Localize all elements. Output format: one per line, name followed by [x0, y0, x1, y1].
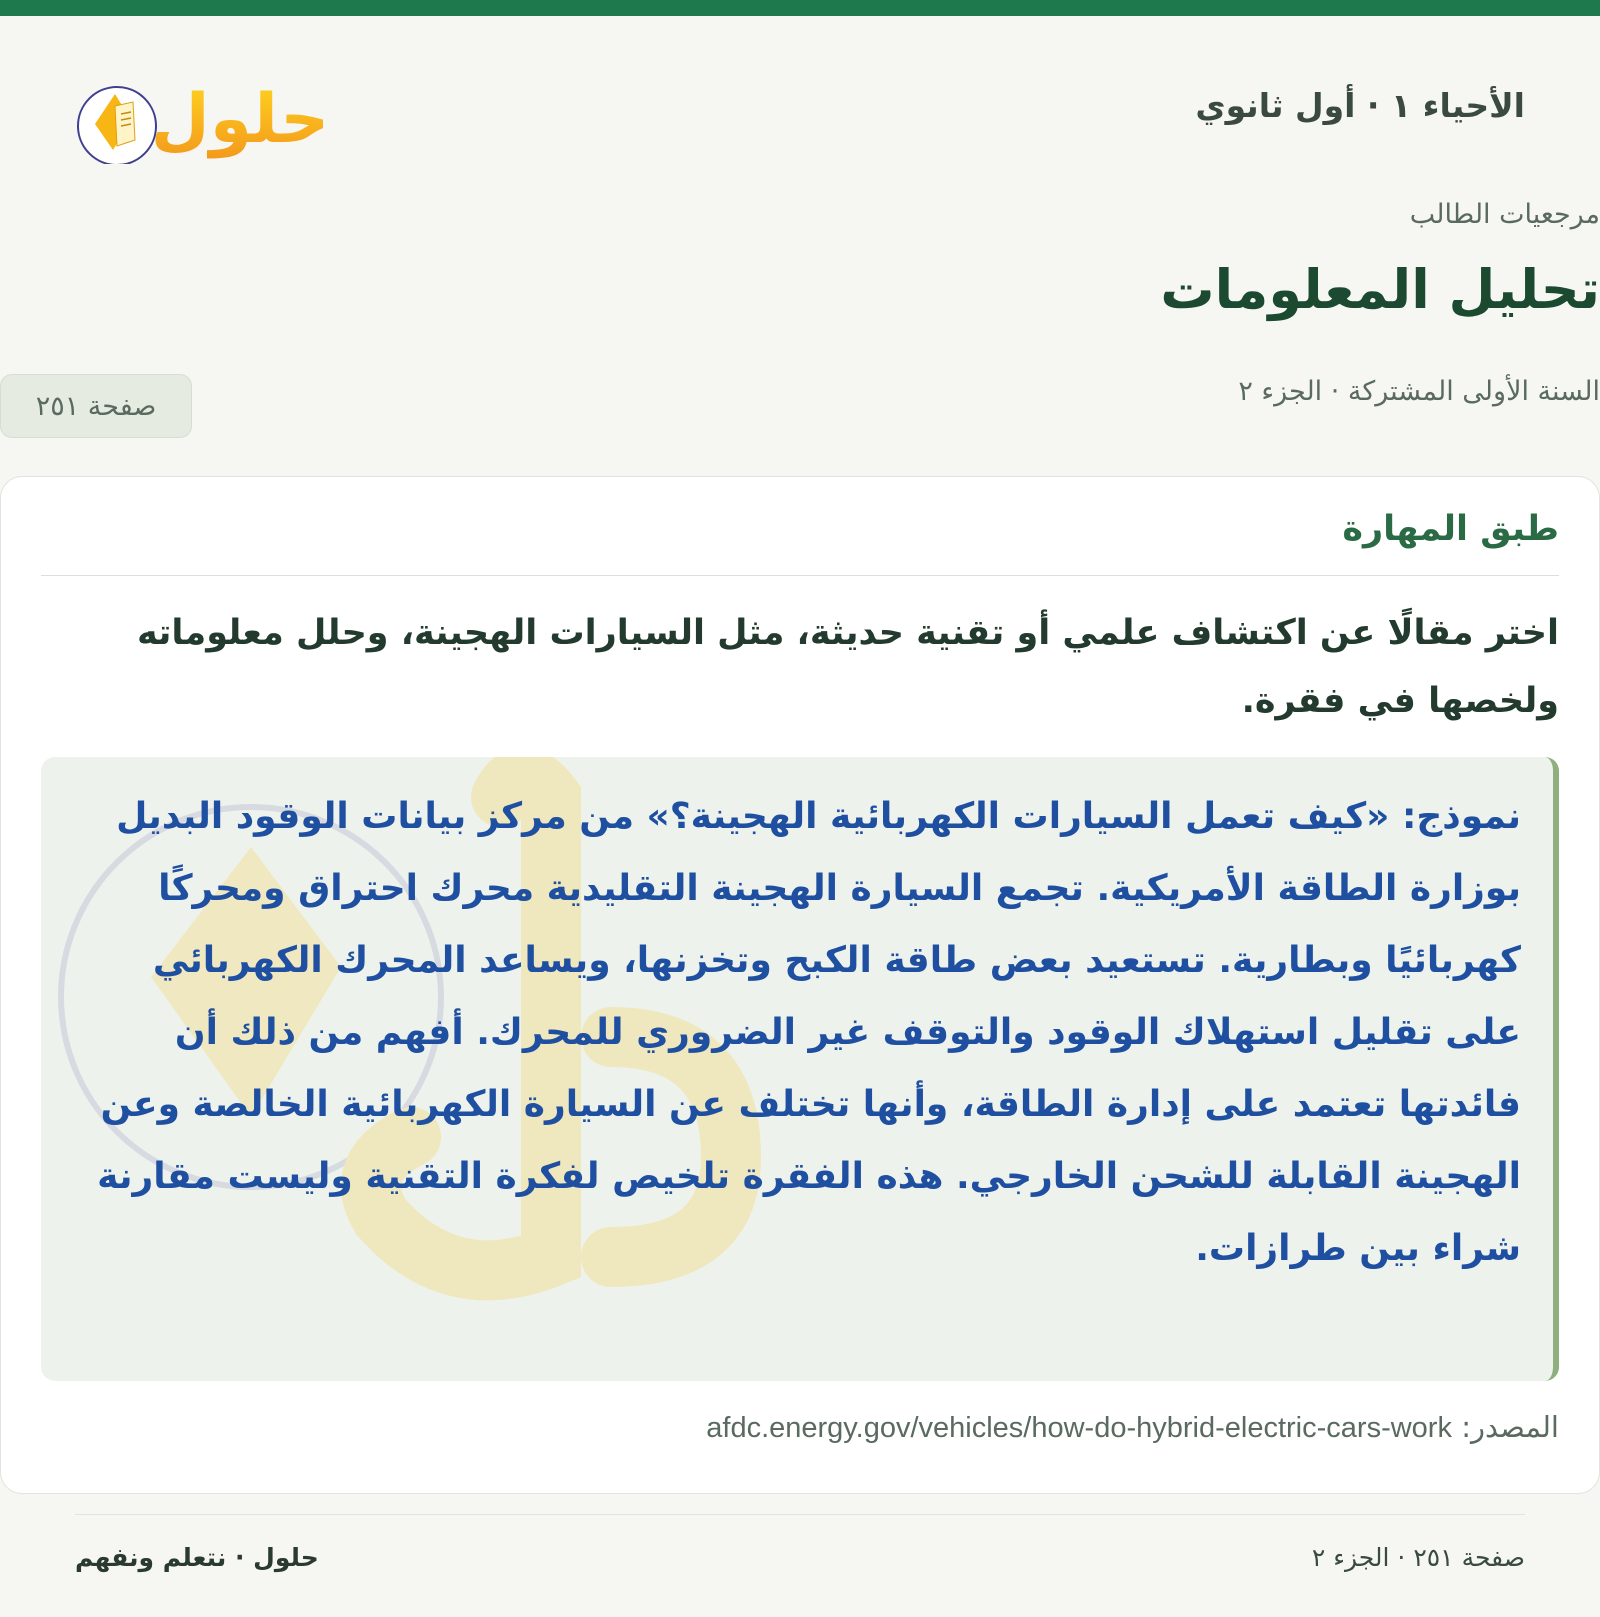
logo-text: حلول: [150, 80, 330, 159]
page-title: تحليل المعلومات: [1160, 258, 1600, 321]
source-line: [41, 1410, 1559, 1445]
model-answer-text: نموذج: «كيف تعمل السيارات الكهربائية الهجينة؟» من مركز بيانات الوقود البديل بوزارة الطاقة الأمريكية. تجمع السيارة الهجينة التقليدية محرك احتراق ومحركًا كهربائيًا وبطارية. تستعيد بعض طاقة الكبح وتخزنها، ويساعد المحرك الكهربائي على تقليل استهلاك الوقود والتوقف غير الضروري للمحرك. أفهم من ذلك أن فائدتها تعتمد على إدارة الطاقة، وأنها تختلف عن السيارة الكهربائية الخالصة وعن الهجينة القابلة للشحن الخارجي. هذه الفقرة تلخيص لفكرة التقنية وليست مقارنة شراء بين طرازات.: [97, 796, 1521, 1269]
footer-brand: حلول · نتعلم ونفهم: [75, 1543, 319, 1572]
header: [75, 16, 1525, 166]
model-answer-box: [41, 757, 1559, 1381]
card-divider: [41, 575, 1559, 576]
hulul-logo-icon: [75, 54, 335, 164]
book-meta: السنة الأولى المشتركة · الجزء ٢: [1238, 376, 1600, 407]
page-number-badge: صفحة ٢٥١: [0, 374, 192, 438]
footer-page-info: صفحة ٢٥١ · الجزء ٢: [1311, 1543, 1525, 1572]
card-heading: طبق المهارة: [1342, 509, 1559, 549]
source-url: afdc.energy.gov/vehicles/how-do-hybrid-electric-cars-work: [706, 1412, 1452, 1444]
page: [0, 16, 1600, 1617]
activity-prompt: اختر مقالًا عن اكتشاف علمي أو تقنية حديثة، مثل السيارات الهجينة، وحلل معلوماته ولخصها في فقرة.: [137, 613, 1559, 721]
skill-card: [0, 476, 1600, 1494]
section-label: مرجعيات الطالب: [1409, 199, 1600, 230]
source-label: المصدر:: [1461, 1410, 1559, 1444]
top-accent-bar: [0, 0, 1600, 16]
footer-divider: [75, 1514, 1525, 1515]
subject-title: الأحياء ١ · أول ثانوي: [1195, 86, 1525, 125]
